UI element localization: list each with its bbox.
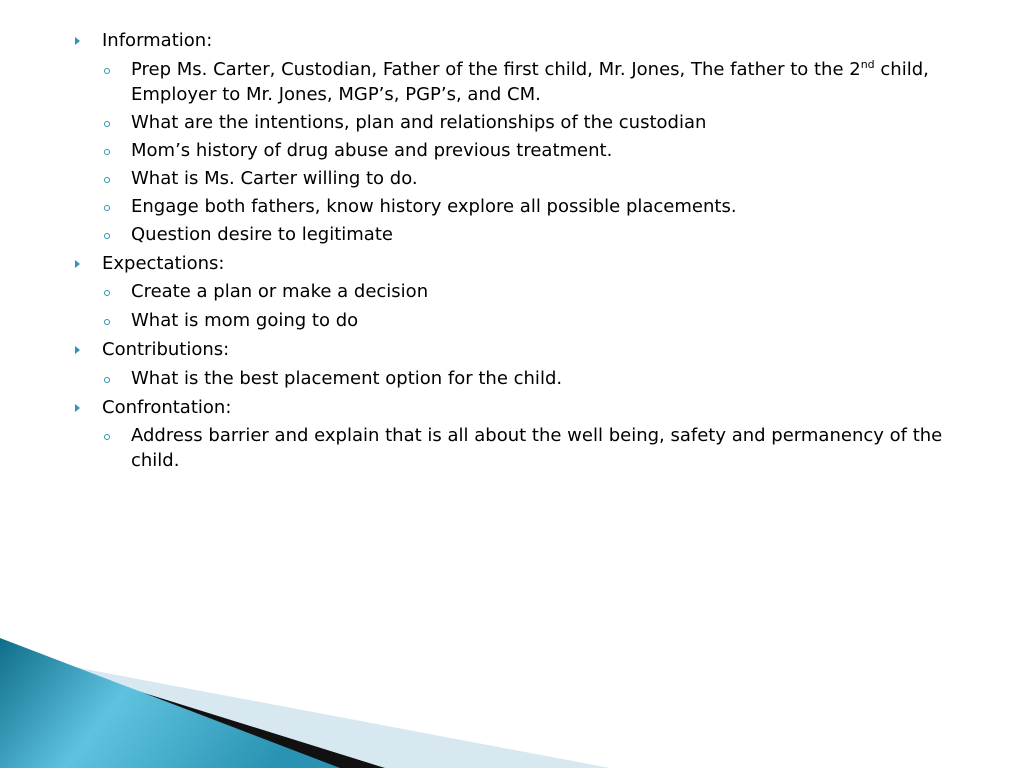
triangle-arrow-icon: [75, 260, 80, 268]
sub-bullet-text: What is Ms. Carter willing to do.: [131, 168, 418, 189]
bullet-heading: Confrontation:: [102, 397, 232, 418]
sub-bullet-text: Question desire to legitimate: [131, 224, 393, 245]
sub-bullet-text: [131, 57, 976, 107]
sub-bullet-text: Address barrier and explain that is all about the well being, safety and permanency of the child.: [131, 425, 943, 471]
sub-bullet-text-part: Prep Ms. Carter, Custodian, Father of the first child, Mr. Jones, The father to the 2: [131, 59, 861, 80]
decorative-swoosh: [0, 638, 1024, 768]
blue-band: [0, 638, 340, 768]
hollow-circle-icon: [104, 205, 110, 211]
triangle-arrow-icon: [75, 404, 80, 412]
sub-bullet-text: What is the best placement option for the child.: [131, 368, 563, 389]
sub-bullet-text-part: child, Employer to Mr. Jones, MGP’s, PGP’s, and CM.: [131, 59, 929, 105]
hollow-circle-icon: [104, 434, 110, 440]
hollow-circle-icon: [104, 121, 110, 127]
hollow-circle-icon: [104, 377, 110, 383]
hollow-circle-icon: [104, 319, 110, 325]
hollow-circle-icon: [104, 68, 110, 74]
hollow-circle-icon: [104, 290, 110, 296]
sub-bullet-text: Create a plan or make a decision: [131, 281, 429, 302]
hollow-circle-icon: [104, 233, 110, 239]
sub-bullet-text: What is mom going to do: [131, 310, 359, 331]
hollow-circle-icon: [104, 149, 110, 155]
sub-bullet-text: Engage both fathers, know history explore all possible placements.: [131, 196, 737, 217]
bullet-heading: Contributions:: [102, 339, 230, 360]
bullet-heading: Information:: [102, 30, 213, 51]
bullet-heading: Expectations:: [102, 253, 225, 274]
triangle-arrow-icon: [75, 37, 80, 45]
superscript-text: nd: [860, 58, 875, 71]
sub-bullet-text: Mom’s history of drug abuse and previous treatment.: [131, 140, 613, 161]
sub-bullet-text: What are the intentions, plan and relationships of the custodian: [131, 112, 707, 133]
triangle-arrow-icon: [75, 346, 80, 354]
hollow-circle-icon: [104, 177, 110, 183]
